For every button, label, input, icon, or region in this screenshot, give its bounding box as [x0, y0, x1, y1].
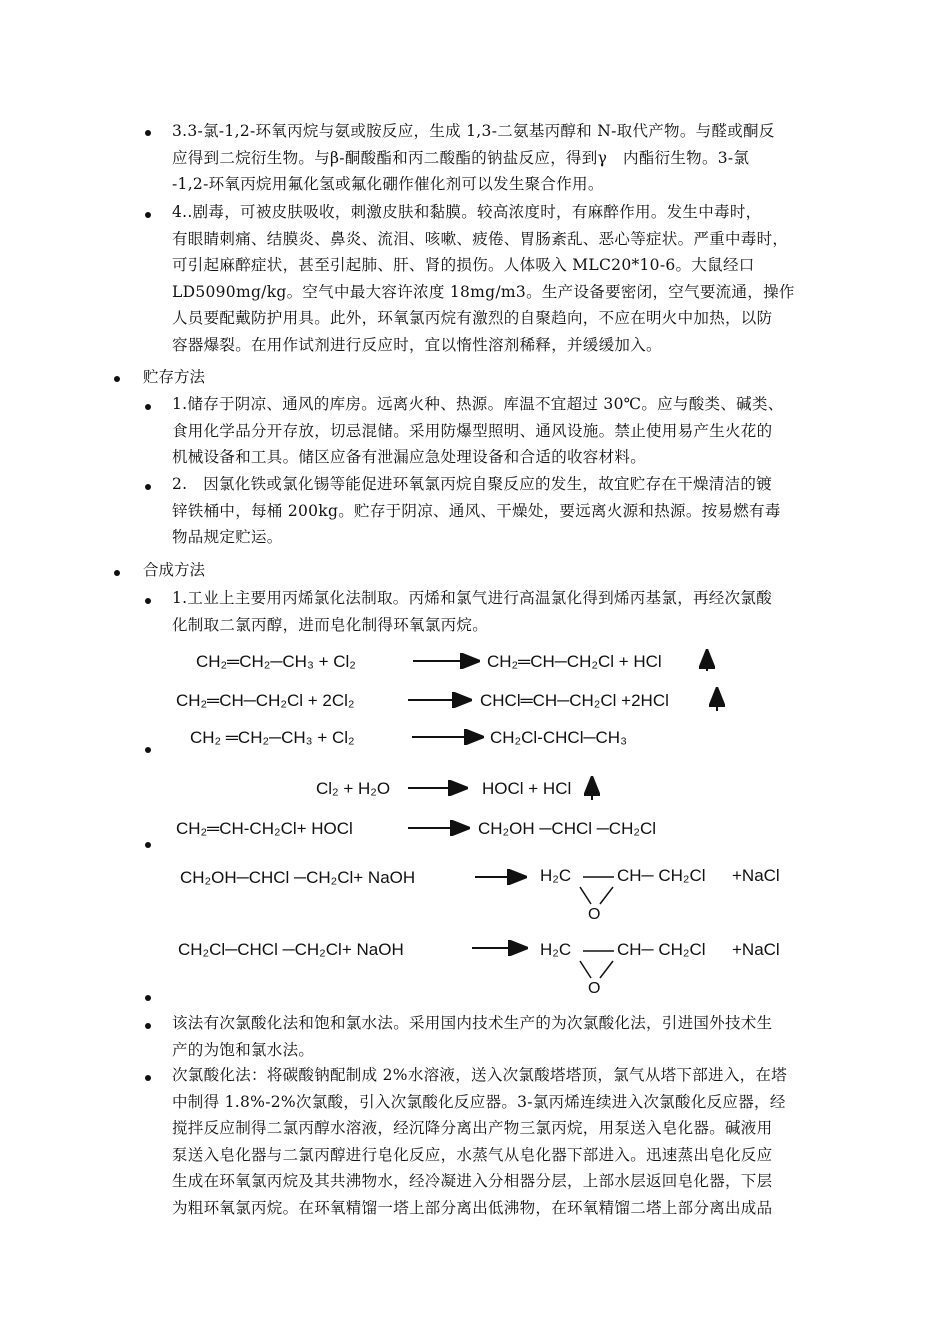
- ring-bond: [600, 961, 613, 978]
- text-line: 4..剧毒，可被皮肤吸收，刺激皮肤和黏膜。较高浓度时，有麻醉作用。发生中毒时，: [172, 203, 762, 221]
- eq7-byproduct: +NaCl: [732, 940, 780, 959]
- bullet: [145, 1023, 151, 1029]
- bullet: [145, 1075, 151, 1081]
- text-line: 次氯酸化法：将碳酸钠配制成 2%水溶液，送入次氯酸塔塔顶，氯气从塔下部进入，在塔: [172, 1066, 788, 1084]
- eq3-products: CH₂Cl-CHCl─CH₃: [490, 728, 627, 747]
- text-line: 泵送入皂化器与二氯丙醇进行皂化反应，水蒸气从皂化器下部进入。迅速蒸出皂化反应: [172, 1145, 773, 1164]
- text-line: 生成在环氧氯丙烷及其共沸物水，经冷凝进入分相器分层，上部水层返回皂化器，下层: [172, 1172, 773, 1190]
- ring-bond: [600, 887, 613, 904]
- text-line: 3.3-氯-1,2-环氧丙烷与氨或胺反应，生成 1,3-二氨基丙醇和 N-取代产物。与醛或酮反: [172, 122, 775, 140]
- eq7-reactants: CH₂Cl─CHCl ─CH₂Cl+ NaOH: [178, 940, 404, 959]
- text-line: 搅拌反应制得二氯丙醇水溶液，经沉降分离出产物三氯丙烷，用泵送入皂化器。碱液用: [172, 1119, 773, 1137]
- eq7-ring-ch: CH─ CH₂Cl: [617, 940, 706, 959]
- methods-note: [172, 1010, 772, 1063]
- text-line: 有眼睛刺痛、结膜炎、鼻炎、流泪、咳嗽、疲倦、胃肠紊乱、恶心等症状。严重中毒时，: [172, 229, 789, 248]
- hypochlorination-paragraph: [172, 1062, 787, 1221]
- eq6-ring-ch2: H₂C: [540, 866, 572, 885]
- text-line: 机械设备和工具。储区应备有泄漏应急处理设备和合适的收容材料。: [172, 448, 647, 466]
- text-line: 中制得 1.8%-2%次氯酸，引入次氯酸化反应器。3-氯丙烯连续进入次氯酸化反应器，经: [172, 1092, 786, 1111]
- text-line: 2. 因氯化铁或氯化锡等能促进环氧氯丙烷自聚反应的发生，故宜贮存在干燥清洁的镀: [172, 475, 772, 493]
- eq6-byproduct: +NaCl: [732, 866, 780, 885]
- text-line: 产的为饱和氯水法。: [172, 1040, 315, 1059]
- synthesis-heading: 合成方法: [143, 561, 206, 579]
- text-line: 食用化学品分开存放，切忌混储。采用防爆型照明、通风设施。禁止使用易产生火花的: [172, 421, 773, 440]
- storage-heading: 贮存方法: [143, 368, 206, 386]
- eq1-reactants: CH₂═CH₂─CH₃ + Cl₂: [196, 652, 356, 671]
- text-line: 物品规定贮运。: [172, 528, 283, 546]
- ring-bond: [580, 887, 591, 904]
- eq2-products: CHCl═CH─CH₂Cl +2HCl: [480, 691, 669, 710]
- eq1-products: CH₂═CH─CH₂Cl + HCl: [487, 652, 662, 671]
- text-line: 可引起麻醉症状，甚至引起肺、肝、肾的损伤。人体吸入 MLC20*10-6。大鼠经口: [172, 256, 755, 274]
- text-line: 1.工业上主要用丙烯氯化法制取。丙烯和氯气进行高温氯化得到烯丙基氯，再经次氯酸: [172, 589, 772, 607]
- text-line: 为粗环氧氯丙烷。在环氧精馏一塔上部分离出低沸物，在环氧精馏二塔上部分离出成品: [172, 1198, 773, 1217]
- eq6-ring-oxygen: O: [588, 906, 601, 923]
- text-line: 应得到二烷衍生物。与β-酮酸酯和丙二酸酯的钠盐反应，得到γ 内酯衍生物。3-氯: [172, 148, 750, 167]
- eq3-reactants: CH₂ ═CH₂─CH₃ + Cl₂: [190, 728, 355, 747]
- text-line: 化制取二氯丙醇，进而皂化制得环氧氯丙烷。: [172, 615, 489, 634]
- text-line: 人员要配戴防护用具。此外，环氧氯丙烷有激烈的自聚趋向，不应在明火中加热，以防: [172, 309, 773, 327]
- eq5-reactants: CH₂═CH-CH₂Cl+ HOCl: [176, 819, 353, 838]
- text-line: 锌铁桶中，每桶 200kg。贮存于阴凉、通风、干燥处，要远离火源和热源。按易燃有毒: [172, 501, 781, 520]
- eq7-ring-oxygen: O: [588, 980, 601, 997]
- eq6-reactants: CH₂OH─CHCl ─CH₂Cl+ NaOH: [180, 868, 416, 887]
- eq6-ring-ch: CH─ CH₂Cl: [617, 866, 706, 885]
- eq5-products: CH₂OH ─CHCl ─CH₂Cl: [478, 819, 657, 838]
- eq4-reactants: Cl₂ + H₂O: [316, 779, 391, 798]
- text-line: -1,2-环氧丙烷用氟化氢或氟化硼作催化剂可以发生聚合作用。: [172, 175, 604, 193]
- ring-bond: [580, 961, 591, 978]
- eq4-products: HOCl + HCl: [482, 779, 572, 798]
- text-line: LD5090mg/kg。空气中最大容许浓度 18mg/m3。生产设备要密闭，空气要流通，操作: [172, 282, 795, 301]
- eq7-ring-ch2: H₂C: [540, 940, 572, 959]
- text-line: 1.储存于阴凉、通风的库房。远离火种、热源。库温不宜超过 30℃。应与酸类、碱类、: [172, 395, 784, 413]
- text-line: 该法有次氯酸化法和饱和氯水法。采用国内技术生产的为次氯酸化法，引进国外技术生: [172, 1014, 773, 1032]
- text-line: 容器爆裂。在用作试剂进行反应时，宜以惰性溶剂稀释，并缓缓加入。: [172, 335, 662, 354]
- eq2-reactants: CH₂═CH─CH₂Cl + 2Cl₂: [176, 691, 355, 710]
